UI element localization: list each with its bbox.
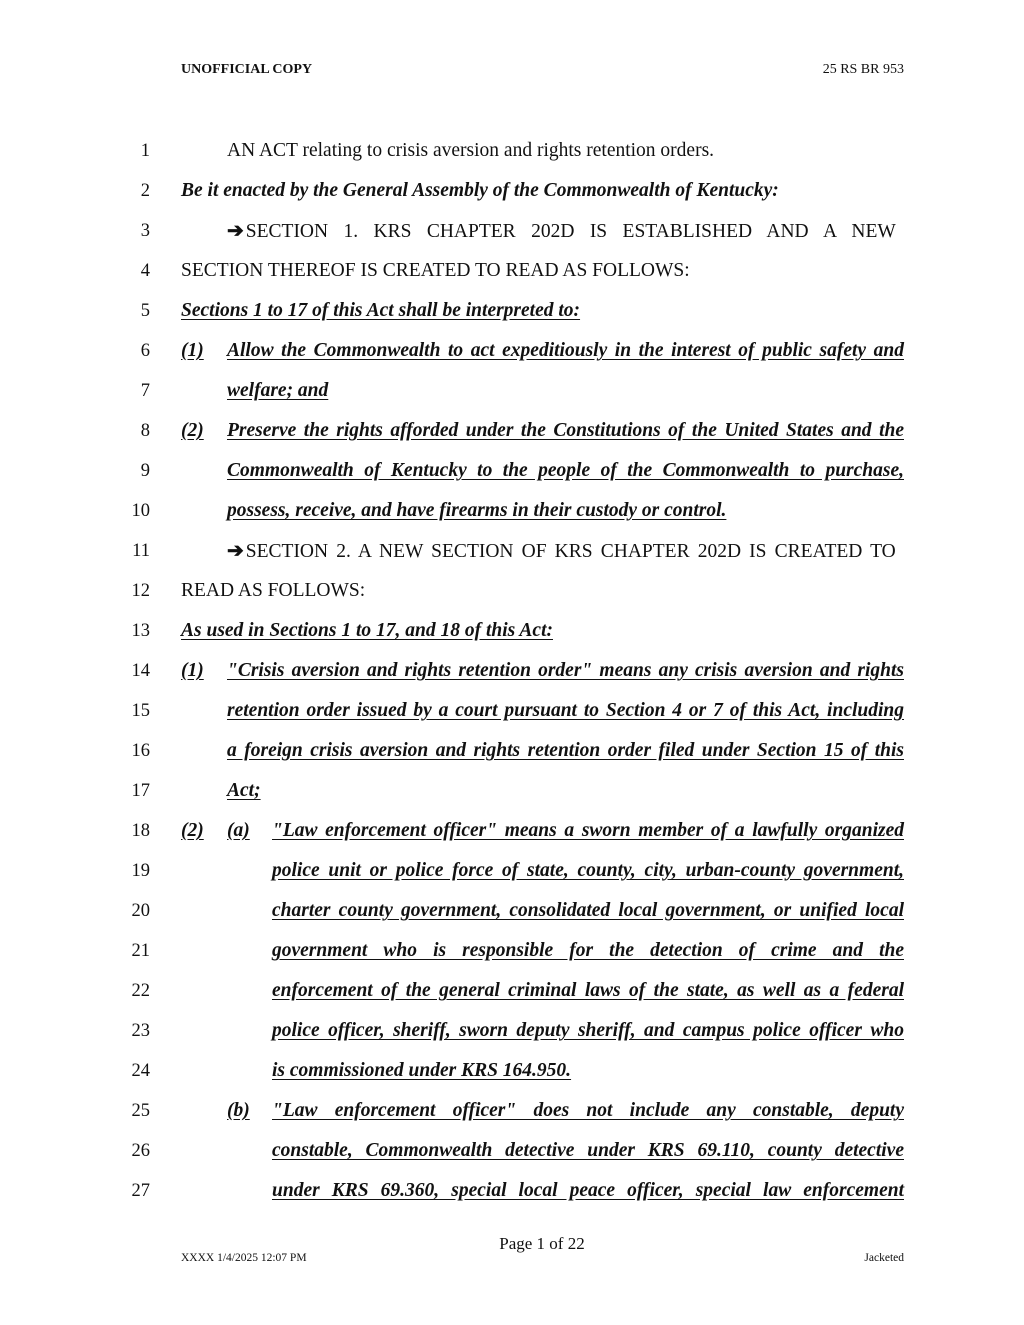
- arrow-right-icon: ➔: [227, 540, 244, 562]
- document-line: [0, 979, 1024, 1019]
- line-text: Sections 1 to 17 of this Act shall be interpreted to:: [181, 300, 581, 321]
- section-heading: [227, 539, 904, 564]
- document-line: [0, 779, 1024, 819]
- document-line: [0, 579, 1024, 619]
- line-number: 4: [140, 261, 150, 281]
- line-text: government who is responsible for the detection of crime and the: [272, 940, 904, 961]
- line-number: 23: [131, 1021, 150, 1041]
- line-number: 5: [140, 301, 150, 321]
- line-number: 19: [131, 861, 150, 881]
- line-text: "Law enforcement officer" means a sworn member of a lawfully organized: [272, 820, 904, 841]
- document-line: [0, 659, 1024, 699]
- line-text: Preserve the rights afforded under the Constitutions of the United States and the: [227, 420, 904, 441]
- line-number: 8: [140, 421, 150, 441]
- document-line: [0, 1179, 1024, 1219]
- line-number: 18: [131, 821, 150, 841]
- line-number: 26: [131, 1141, 150, 1161]
- line-number: 6: [140, 341, 150, 361]
- line-number: 25: [131, 1101, 150, 1121]
- document-line: [0, 379, 1024, 419]
- document-line: [0, 179, 1024, 219]
- line-text: is commissioned under KRS 164.950.: [272, 1060, 572, 1081]
- document-line: [0, 1059, 1024, 1099]
- line-number: 15: [131, 701, 150, 721]
- subsection-label: (2): [181, 420, 204, 441]
- document-line: [0, 419, 1024, 459]
- bill-request-number: 25 RS BR 953: [822, 62, 904, 77]
- document-line: [0, 899, 1024, 939]
- arrow-right-icon: ➔: [227, 220, 244, 242]
- subsection-label: (1): [181, 340, 204, 361]
- enacting-clause: Be it enacted by the General Assembly of the Commonwealth of Kentucky:: [181, 180, 779, 201]
- document-line: [0, 299, 1024, 339]
- line-number: 14: [131, 661, 150, 681]
- document-line: [0, 1019, 1024, 1059]
- line-text: police officer, sheriff, sworn deputy sheriff, and campus police officer who: [272, 1020, 904, 1041]
- footer-status: Jacketed: [864, 1252, 904, 1264]
- line-text: possess, receive, and have firearms in their custody or control.: [227, 500, 727, 521]
- paragraph-label: (b): [227, 1100, 250, 1121]
- subsection-label: (2): [181, 820, 204, 841]
- line-text: SECTION THEREOF IS CREATED TO READ AS FOLLOWS:: [181, 260, 690, 281]
- line-number: 16: [131, 741, 150, 761]
- line-text: Act;: [227, 780, 261, 801]
- document-line: [0, 859, 1024, 899]
- line-text: AN ACT relating to crisis aversion and rights retention orders.: [227, 140, 715, 161]
- document-line: [0, 539, 1024, 579]
- line-number: 1: [140, 141, 150, 161]
- line-number: 20: [131, 901, 150, 921]
- line-text: Allow the Commonwealth to act expeditiously in the interest of public safety and: [227, 340, 904, 361]
- line-text: constable, Commonwealth detective under KRS 69.110, county detective: [272, 1140, 904, 1161]
- line-number: 9: [140, 461, 150, 481]
- document-line: [0, 139, 1024, 179]
- document-line: [0, 619, 1024, 659]
- line-text: welfare; and: [227, 380, 329, 401]
- header-label: UNOFFICIAL COPY: [181, 62, 313, 77]
- line-number: 11: [132, 541, 150, 561]
- line-text: a foreign crisis aversion and rights retention order filed under Section 15 of this: [227, 740, 904, 761]
- line-text: retention order issued by a court pursuant to Section 4 or 7 of this Act, including: [227, 700, 904, 721]
- document-line: [0, 459, 1024, 499]
- document-line: [0, 339, 1024, 379]
- line-number: 12: [131, 581, 150, 601]
- section-heading: [227, 219, 904, 244]
- line-text: "Law enforcement officer" does not include any constable, deputy: [272, 1100, 904, 1121]
- document-line: [0, 1099, 1024, 1139]
- line-number: 24: [131, 1061, 150, 1081]
- line-text: SECTION 2. A NEW SECTION OF KRS CHAPTER 202D IS CREATED TO: [245, 541, 896, 562]
- line-text: charter county government, consolidated local government, or unified local: [272, 900, 904, 921]
- footer-timestamp: XXXX 1/4/2025 12:07 PM: [181, 1252, 307, 1264]
- document-line: [0, 499, 1024, 539]
- line-number: 7: [140, 381, 150, 401]
- line-text: police unit or police force of state, county, city, urban-county government,: [272, 860, 904, 881]
- line-number: 27: [131, 1181, 150, 1201]
- line-text: under KRS 69.360, special local peace officer, special law enforcement: [272, 1180, 904, 1201]
- line-text: As used in Sections 1 to 17, and 18 of this Act:: [181, 620, 553, 641]
- line-number: 13: [131, 621, 150, 641]
- line-number: 21: [131, 941, 150, 961]
- document-line: [0, 259, 1024, 299]
- line-number: 22: [131, 981, 150, 1001]
- line-number: 17: [131, 781, 150, 801]
- document-line: [0, 819, 1024, 859]
- document-line: [0, 939, 1024, 979]
- line-text: SECTION 1. KRS CHAPTER 202D IS ESTABLISHED AND A NEW: [245, 221, 896, 242]
- line-text: enforcement of the general criminal laws of the state, as well as a federal: [272, 980, 904, 1001]
- document-line: [0, 1139, 1024, 1179]
- document-line: [0, 739, 1024, 779]
- page-number: Page 1 of 22: [499, 1234, 585, 1253]
- line-text: READ AS FOLLOWS:: [181, 580, 366, 601]
- line-number: 10: [131, 501, 150, 521]
- document-line: [0, 219, 1024, 259]
- line-number: 2: [140, 181, 150, 201]
- document-line: [0, 699, 1024, 739]
- paragraph-label: (a): [227, 820, 250, 841]
- subsection-label: (1): [181, 660, 204, 681]
- line-text: Commonwealth of Kentucky to the people of the Commonwealth to purchase,: [227, 460, 904, 481]
- line-text: "Crisis aversion and rights retention order" means any crisis aversion and rights: [227, 660, 904, 681]
- line-number: 3: [140, 221, 150, 241]
